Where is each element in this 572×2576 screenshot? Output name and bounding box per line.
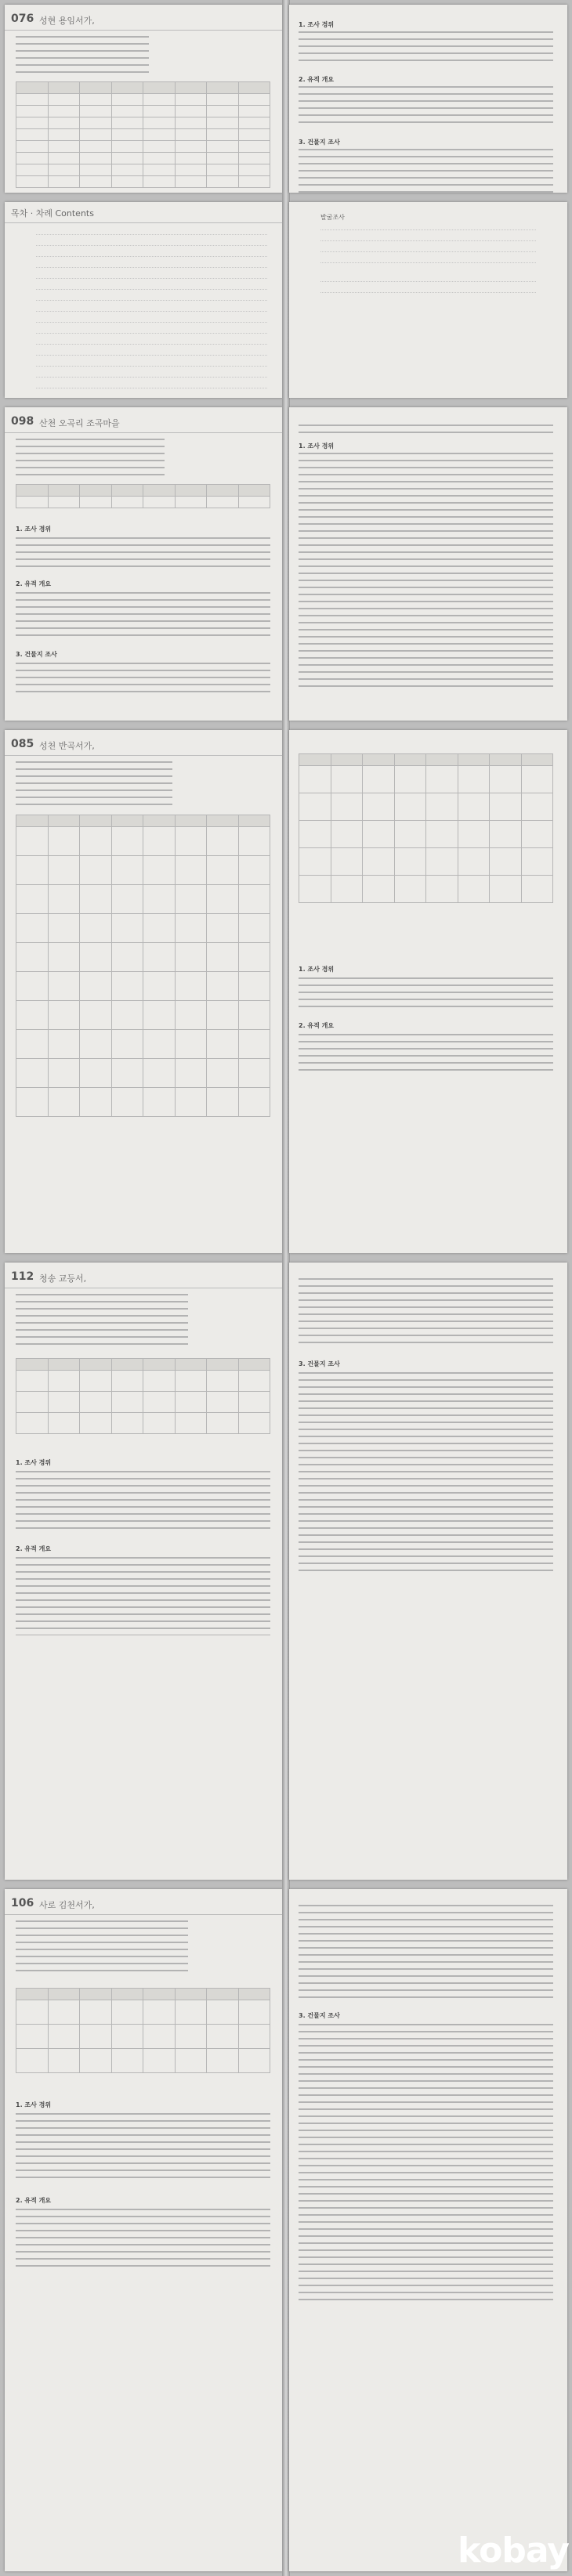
paragraph (299, 1034, 553, 1073)
page-header (5, 1897, 283, 1915)
entry-number: 098 (11, 415, 34, 428)
paragraph (16, 1557, 270, 1635)
survey-table (16, 815, 270, 1117)
paragraph (16, 1471, 270, 1534)
section-heading: 2. 유적 개요 (16, 2197, 52, 2204)
page-left (5, 730, 283, 1253)
section-heading: 1. 조사 경위 (299, 443, 335, 450)
toc-row (36, 233, 267, 235)
paragraph (299, 453, 553, 688)
spread-1 (0, 0, 572, 197)
paragraph (299, 86, 553, 127)
toc-row (36, 387, 267, 388)
page-header (5, 738, 283, 756)
section-heading: 2. 유적 개요 (16, 580, 52, 587)
toc-row (320, 262, 536, 263)
toc-row (320, 229, 536, 230)
toc-row (320, 280, 536, 282)
metadata-lines (16, 1294, 188, 1347)
page-right (289, 407, 567, 721)
toc-row (36, 354, 267, 356)
survey-table (16, 1988, 270, 2073)
paragraph (16, 2113, 270, 2184)
entry-title: 청송 교등서, (39, 1274, 87, 1284)
entry-number: 112 (11, 1270, 34, 1283)
toc-row (36, 255, 267, 257)
paragraph (16, 537, 270, 569)
metadata-lines (16, 1920, 188, 1975)
paragraph (299, 977, 553, 1009)
paragraph (299, 1905, 553, 1999)
paragraph (299, 31, 553, 63)
paragraph (299, 149, 553, 193)
section-heading: 1. 조사 경위 (299, 966, 335, 973)
entry-title: 목차 · 차례 Contents (11, 208, 94, 219)
section-heading: 2. 유적 개요 (299, 76, 335, 83)
section-heading: 1. 조사 경위 (16, 2101, 52, 2108)
toc-row (36, 321, 267, 323)
page-left (5, 1263, 283, 1880)
toc-row (36, 277, 267, 279)
survey-table (299, 753, 553, 903)
entry-number: 085 (11, 738, 34, 750)
page-right (289, 1263, 567, 1880)
spread-3 (0, 403, 572, 725)
section-heading: 1. 조사 경위 (16, 526, 52, 533)
section-heading: 1. 조사 경위 (299, 21, 335, 28)
toc-row (36, 332, 267, 334)
toc-row (36, 299, 267, 301)
page-header (5, 415, 283, 433)
toc-row (36, 266, 267, 268)
page-right (289, 5, 567, 193)
entry-number: 076 (11, 13, 34, 25)
toc-row (36, 288, 267, 290)
page-right (289, 202, 567, 398)
spread-4 (0, 725, 572, 1258)
entry-title: 성천 반곡서가, (39, 741, 95, 751)
paragraph (16, 2209, 270, 2271)
survey-table (16, 1358, 270, 1434)
section-heading: 3. 건물지 조사 (299, 139, 340, 146)
survey-table (16, 81, 270, 188)
page-left (5, 5, 283, 193)
entry-title: 사로 김천서가, (39, 1900, 95, 1910)
page-right (289, 1889, 567, 2571)
survey-table (16, 484, 270, 508)
page-header (5, 205, 283, 223)
page-left (5, 202, 283, 398)
metadata-lines (16, 439, 165, 476)
toc-row (36, 343, 267, 345)
page-left (5, 407, 283, 721)
toc-row (36, 244, 267, 246)
paragraph (299, 1278, 553, 1349)
section-heading: 1. 조사 경위 (16, 1459, 52, 1466)
page-header (5, 13, 283, 31)
entry-title: 성현 용임서가, (39, 16, 95, 26)
section-heading: 2. 유적 개요 (299, 1022, 335, 1029)
entry-number: 106 (11, 1897, 34, 1909)
toc-row (36, 365, 267, 367)
toc-row (320, 251, 536, 252)
section-heading: 3. 건물지 조사 (299, 1360, 340, 1367)
section-heading: 3. 건물지 조사 (299, 2012, 340, 2019)
toc-heading: 발굴조사 (320, 214, 345, 221)
paragraph (299, 2024, 553, 2306)
toc-row (36, 310, 267, 312)
toc-row (320, 240, 536, 241)
toc-row (320, 291, 536, 293)
section-heading: 3. 건물지 조사 (16, 651, 57, 658)
page-right (289, 730, 567, 1253)
metadata-lines (16, 761, 172, 807)
paragraph (299, 1372, 553, 1576)
spread-2 (0, 197, 572, 403)
spread-5 (0, 1258, 572, 1884)
page-header (5, 1270, 283, 1288)
toc-row (36, 376, 267, 378)
paragraph (16, 592, 270, 638)
metadata-lines (16, 36, 149, 78)
paragraph (299, 425, 553, 435)
section-heading: 2. 유적 개요 (16, 1545, 52, 1552)
paragraph (16, 663, 270, 694)
page-left (5, 1889, 283, 2571)
watermark-logo: kobay (458, 2531, 569, 2571)
entry-title: 산천 오곡리 조곡마을 (39, 418, 120, 428)
spread-6 (0, 1884, 572, 2576)
